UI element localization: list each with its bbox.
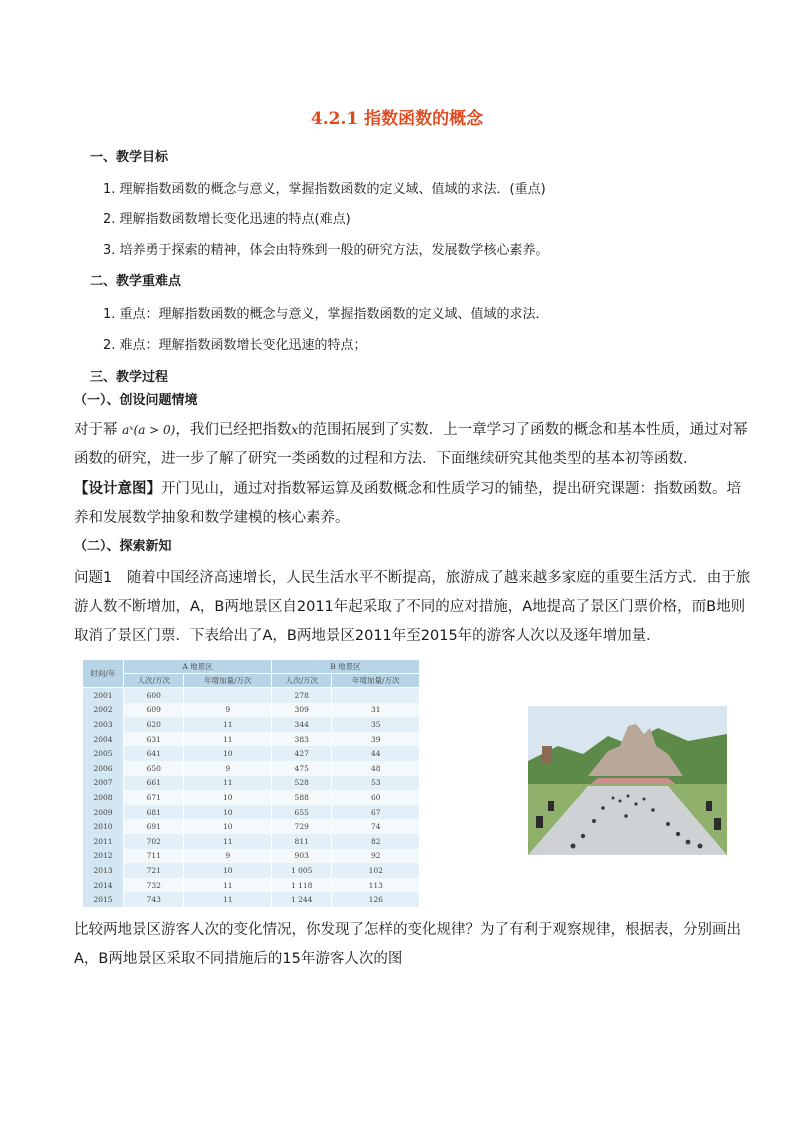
power-expression: aˣ(a > 0) [122,423,176,437]
table-cell: 48 [332,761,420,776]
table-cell: 743 [124,892,184,907]
table-cell: 11 [184,892,272,907]
key-point-item: 2. 难点：理解指数函数增长变化迅速的特点； [103,338,367,353]
table-cell: 82 [332,834,420,849]
table-cell-year: 2015 [83,892,124,907]
table-cell: 903 [271,849,331,864]
table-subheader: 年增加量/万次 [184,674,272,688]
table-row [83,849,420,864]
intro-text-b: ，我们已经把指数 [175,422,292,438]
table-subheader: 人次/万次 [271,674,331,688]
table-cell-year: 2014 [83,878,124,893]
visitor-table [82,659,420,907]
intro-text-c: 的范围拓展到了实数．上一章学习了函数的概念和基本性质，通过对幂函数的研究，进一步了解了研究一类函数的过程和方法．下面继续研究其他类型的基本初等函数． [74,422,748,467]
table-cell: 721 [124,863,184,878]
table-cell-year: 2007 [83,776,124,791]
table-cell: 1 005 [271,863,331,878]
table-cell: 309 [271,703,331,718]
table-cell: 126 [332,892,420,907]
table-cell-year: 2002 [83,703,124,718]
table-cell: 10 [184,805,272,820]
subheading-problem-context: （一）、创设问题情境 [74,393,198,408]
table-cell: 44 [332,746,420,761]
table-cell: 39 [332,732,420,747]
scenic-area-photo [528,706,727,855]
exponent-variable: x [291,423,299,437]
comparison-paragraph: 比较两地景区游客人次的变化情况，你发现了怎样的变化规律？为了有利于观察规律，根据表，分别画出A，B两地景区采取不同措施后的15年游客人次的图 [74,922,741,967]
table-cell: 702 [124,834,184,849]
table-row [83,717,420,732]
intro-text-a: 对于幂 [74,422,123,438]
section-heading-objectives: 一、教学目标 [90,150,169,165]
key-point-item: 1. 重点：理解指数函数的概念与意义，掌握指数函数的定义域、值域的求法． [103,307,549,322]
table-cell: 600 [124,688,184,703]
table-cell: 113 [332,878,420,893]
objective-item: 3. 培养勇于探索的精神，体会由特殊到一般的研究方法，发展数学核心素养。 [103,243,549,258]
table-row [83,746,420,761]
design-intent-text: 开门见山，通过对指数幂运算及函数概念和性质学习的铺垫，提出研究课题：指数函数。培养和发展数学抽象和数学建模的核心素养。 [74,481,741,526]
table-row [83,761,420,776]
table-cell: 92 [332,849,420,864]
table-cell-year: 2003 [83,717,124,732]
table-cell: 74 [332,819,420,834]
table-cell: 9 [184,849,272,864]
table-row [83,878,420,893]
table-subheader: 年增加量/万次 [332,674,420,688]
table-cell-year: 2010 [83,819,124,834]
table-row [83,834,420,849]
table-cell: 811 [271,834,331,849]
table-cell: 732 [124,878,184,893]
table-cell: 9 [184,703,272,718]
table-cell: 278 [271,688,331,703]
table-cell-year: 2011 [83,834,124,849]
table-cell-year: 2004 [83,732,124,747]
table-cell: 475 [271,761,331,776]
table-row [83,688,420,703]
table-cell-year: 2005 [83,746,124,761]
table-cell: 1 118 [271,878,331,893]
table-cell: 11 [184,834,272,849]
table-cell: 681 [124,805,184,820]
table-cell: 650 [124,761,184,776]
table-cell: 620 [124,717,184,732]
table-body [83,688,420,907]
table-cell [184,688,272,703]
table-cell-year: 2012 [83,849,124,864]
table-cell: 31 [332,703,420,718]
page-title: 4.2.1 指数函数的概念 [310,109,484,129]
table-row [83,863,420,878]
section-heading-process: 三、教学过程 [90,370,169,385]
table-cell: 427 [271,746,331,761]
table-row [83,892,420,907]
table-cell-year: 2013 [83,863,124,878]
table-row [83,776,420,791]
table-cell: 60 [332,790,420,805]
problem-paragraph: 问题1 随着中国经济高速增长，人民生活水平不断提高，旅游成了越来越多家庭的重要生活方式．由于旅游人数不断增加，A，B两地景区自2011年起采取了不同的应对措施，A地提高了景区门票价格，而B地则取消了景区门票．下表给出了A，B两地景区2011年至2015年的游客人次以及逐年增加量． [74,570,751,644]
table-cell: 588 [271,790,331,805]
table-row [83,805,420,820]
table-cell: 609 [124,703,184,718]
table-cell: 11 [184,776,272,791]
table-cell [332,688,420,703]
objective-item: 2. 理解指数函数增长变化迅速的特点(难点) [103,212,351,227]
table-header-b: B 地景区 [271,660,419,674]
table-header-a: A 地景区 [124,660,272,674]
table-cell-year: 2008 [83,790,124,805]
table-cell: 53 [332,776,420,791]
design-intent-paragraph [74,475,754,533]
table-cell: 691 [124,819,184,834]
table-cell: 344 [271,717,331,732]
table-cell: 383 [271,732,331,747]
table-cell: 711 [124,849,184,864]
objective-item: 1. 理解指数函数的概念与意义，掌握指数函数的定义域、值域的求法．(重点) [103,182,546,197]
table-cell: 10 [184,819,272,834]
table-row [83,732,420,747]
table-subheader: 人次/万次 [124,674,184,688]
intro-paragraph [74,416,754,474]
table-cell: 35 [332,717,420,732]
table-cell-year: 2006 [83,761,124,776]
table-cell: 11 [184,732,272,747]
table-cell: 11 [184,717,272,732]
table-cell: 671 [124,790,184,805]
table-row [83,790,420,805]
table-cell: 661 [124,776,184,791]
table-row [83,703,420,718]
table-cell: 11 [184,878,272,893]
table-cell: 729 [271,819,331,834]
table-cell: 9 [184,761,272,776]
table-cell: 67 [332,805,420,820]
design-intent-label: 【设计意图】 [74,481,161,497]
section-heading-key-points: 二、教学重难点 [90,274,182,289]
subheading-explore: （二）、探索新知 [74,539,172,554]
table-cell: 631 [124,732,184,747]
table-header-time: 时间/年 [83,660,124,688]
table-cell-year: 2009 [83,805,124,820]
table-cell: 528 [271,776,331,791]
table-cell: 10 [184,746,272,761]
table-cell: 1 244 [271,892,331,907]
table-cell-year: 2001 [83,688,124,703]
table-cell: 10 [184,790,272,805]
table-cell: 641 [124,746,184,761]
table-cell: 10 [184,863,272,878]
table-row [83,819,420,834]
table-cell: 102 [332,863,420,878]
table-cell: 655 [271,805,331,820]
